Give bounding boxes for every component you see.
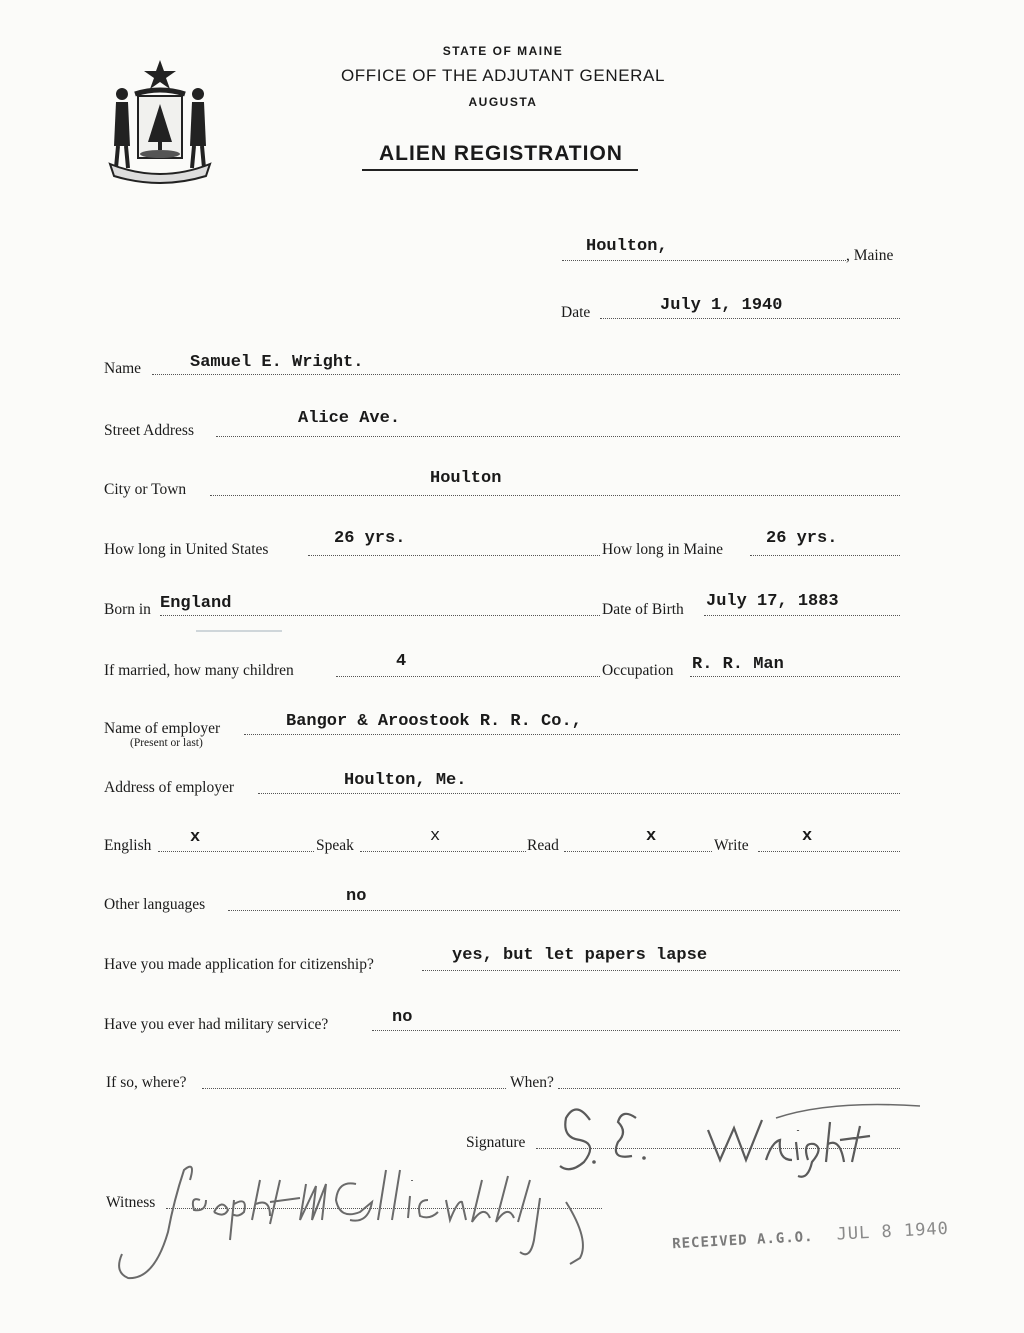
signature-label: Signature [466, 1134, 526, 1151]
when-label: When? [510, 1074, 554, 1091]
us-years-value: 26 yrs. [334, 529, 406, 548]
place-suffix: , Maine [846, 247, 894, 264]
born-in-value: England [160, 594, 232, 613]
date-label: Date [561, 304, 591, 321]
witness-handwriting [110, 1140, 630, 1290]
occupation-line [690, 676, 900, 677]
employer-label: Name of employer [104, 720, 221, 737]
date-value: July 1, 1940 [660, 296, 783, 315]
speak-line [360, 851, 526, 852]
state-seal [100, 56, 220, 184]
form-title: ALIEN REGISTRATION [379, 142, 623, 165]
place-value: Houlton, [586, 237, 668, 256]
read-line [564, 851, 712, 852]
born-in-label: Born in [104, 601, 151, 618]
faint-mark [196, 630, 282, 632]
employer-address-value: Houlton, Me. [344, 771, 467, 790]
stamp-date: JUL 8 1940 [836, 1218, 950, 1245]
english-line [158, 851, 314, 852]
employer-address-line [258, 793, 900, 794]
children-label: If married, how many children [104, 662, 294, 679]
name-label: Name [104, 360, 142, 377]
street-value: Alice Ave. [298, 409, 401, 428]
other-languages-label: Other languages [104, 896, 206, 913]
write-value: x [802, 827, 813, 846]
children-line [336, 676, 600, 677]
write-line [758, 851, 900, 852]
city-heading: AUGUSTA [468, 95, 538, 109]
dob-value: July 17, 1883 [706, 592, 839, 611]
citizenship-label: Have you made application for citizenship? [104, 956, 374, 973]
us-years-line [308, 555, 600, 556]
speak-label: Speak [316, 837, 354, 854]
read-value: x [646, 827, 657, 846]
employer-address-label: Address of employer [104, 779, 234, 796]
other-languages-value: no [346, 887, 367, 906]
city-label: City or Town [104, 481, 187, 498]
military-label: Have you ever had military service? [104, 1016, 329, 1033]
children-value: 4 [396, 652, 407, 671]
occupation-label: Occupation [602, 662, 674, 679]
place-line [562, 260, 846, 261]
maine-years-value: 26 yrs. [766, 529, 838, 548]
citizenship-line [422, 970, 900, 971]
city-line [210, 495, 900, 496]
office-heading: OFFICE OF THE ADJUTANT GENERAL [340, 66, 666, 85]
employer-value: Bangor & Aroostook R. R. Co., [286, 712, 582, 731]
street-line [216, 436, 900, 437]
where-line [202, 1088, 506, 1089]
employer-line [244, 734, 900, 735]
witness-label: Witness [106, 1194, 156, 1211]
name-value: Samuel E. Wright. [190, 353, 364, 372]
speak-value: x [430, 827, 441, 846]
english-value: x [190, 828, 201, 847]
occupation-value: R. R. Man [692, 655, 784, 674]
read-label: Read [527, 837, 559, 854]
citizenship-value: yes, but let papers lapse [452, 946, 708, 965]
military-line [372, 1030, 900, 1031]
us-years-label: How long in United States [104, 541, 269, 558]
born-in-line [160, 615, 600, 616]
date-line [600, 318, 900, 319]
military-value: no [392, 1008, 413, 1027]
employer-sublabel: (Present or last) [130, 737, 203, 749]
state-heading: STATE OF MAINE [442, 44, 564, 58]
received-stamp [672, 1219, 950, 1253]
where-label: If so, where? [106, 1074, 187, 1091]
title-underline [362, 169, 638, 171]
english-label: English [104, 837, 152, 854]
name-line [152, 374, 900, 375]
street-label: Street Address [104, 422, 194, 439]
dob-line [704, 615, 900, 616]
maine-years-line [750, 555, 900, 556]
stamp-text: RECEIVED A.G.O. [671, 1228, 814, 1253]
other-languages-line [228, 910, 900, 911]
maine-years-label: How long in Maine [602, 541, 723, 558]
dob-label: Date of Birth [602, 601, 684, 618]
city-value: Houlton [430, 469, 502, 488]
write-label: Write [714, 837, 749, 854]
